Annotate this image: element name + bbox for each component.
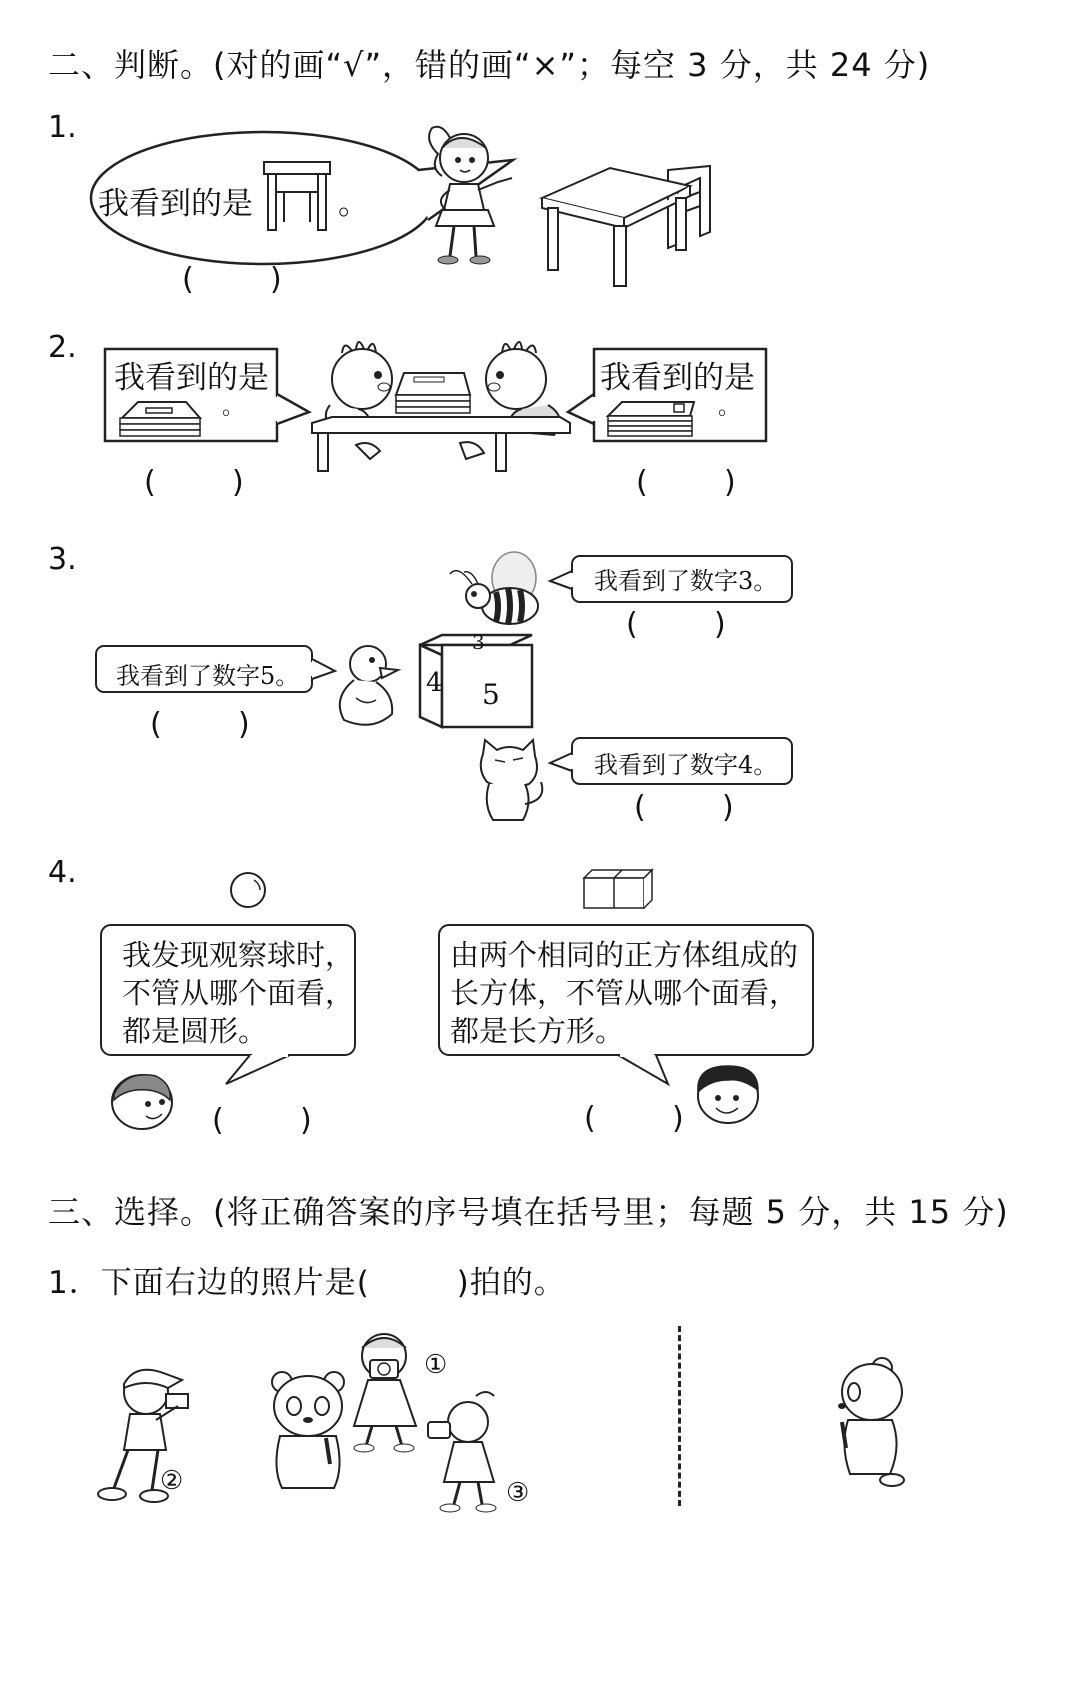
girl-pointing-icon (420, 118, 520, 277)
section-3-question-1: 1．下面右边的照片是( )拍的。 (48, 1265, 566, 1301)
q4-left-answer-blank[interactable]: ( ) (212, 1103, 312, 1138)
section-2-heading: 二、判断。(对的画“√”，错的画“×”；每空 3 分，共 24 分) (48, 46, 931, 84)
label-2: ② (160, 1466, 184, 1496)
duck-icon (332, 640, 402, 734)
book-stack-side-icon (604, 396, 700, 444)
q4-left-line: 不管从哪个面看， (122, 976, 355, 1010)
book-stack-icon (116, 398, 206, 444)
question-1-number: 1. (48, 110, 77, 145)
q4-right-line: 由两个相同的正方体组成的 (450, 938, 799, 972)
q2-right-dot: 。 (718, 395, 741, 420)
question-3-number: 3. (48, 542, 77, 577)
q2-left-text: 我看到的是 (114, 360, 269, 396)
q2-left-answer-blank[interactable]: ( ) (144, 465, 244, 500)
q1-bubble-period: 。 (338, 186, 369, 222)
q3-duck-answer-blank[interactable]: ( ) (150, 707, 250, 742)
label-1: ① (424, 1350, 448, 1380)
q3-bee-answer-blank[interactable]: ( ) (626, 607, 726, 642)
section-3-heading: 三、选择。(将正确答案的序号填在括号里；每题 5 分，共 15 分) (48, 1193, 1009, 1231)
q4-left-line: 都是圆形。 (122, 1014, 268, 1048)
boy-face-right-icon (692, 1062, 764, 1130)
bee-icon (448, 550, 548, 634)
boy-with-camera-icon (96, 1358, 216, 1512)
q4-right-line: 长方体，不管从哪个面看， (450, 976, 799, 1010)
label-3: ③ (506, 1478, 530, 1508)
q3-duck-text: 我看到了数字5。 (116, 662, 300, 690)
cuboid-icon (582, 868, 654, 916)
boy-face-left-icon (106, 1070, 178, 1136)
ball-icon (230, 872, 270, 916)
q4-right-line: 都是长方形。 (450, 1014, 625, 1048)
question-4-number: 4. (48, 855, 77, 890)
q4-left-line: 我发现观察球时， (122, 938, 355, 972)
cube-front-number: 5 (482, 678, 500, 711)
q3-bee-text: 我看到了数字3。 (594, 567, 778, 595)
desk-front-view-icon (262, 160, 334, 236)
desk-and-chair-icon (540, 158, 740, 297)
q1-bubble-text: 我看到的是 (98, 186, 253, 222)
two-boys-at-table-icon (300, 335, 580, 479)
q2-right-answer-blank[interactable]: ( ) (636, 465, 736, 500)
q4-right-answer-blank[interactable]: ( ) (584, 1101, 684, 1136)
q2-right-text: 我看到的是 (600, 360, 755, 396)
divider-dashed-line (678, 1326, 681, 1506)
q3-cat-answer-blank[interactable]: ( ) (634, 790, 734, 825)
cube-top-number: 3 (472, 630, 485, 654)
q1-answer-blank[interactable]: ( ) (182, 262, 282, 297)
q2-left-dot: 。 (222, 395, 245, 420)
q4-right-text (450, 936, 798, 1050)
cube-side-number: 4 (426, 668, 443, 698)
girl-with-camera-3-icon (420, 1388, 510, 1522)
cat-icon (475, 738, 555, 832)
panda-side-photo-icon (832, 1356, 912, 1500)
question-2-number: 2. (48, 330, 77, 365)
q3-cat-text: 我看到了数字4。 (594, 751, 778, 779)
q4-left-text (122, 936, 354, 1050)
